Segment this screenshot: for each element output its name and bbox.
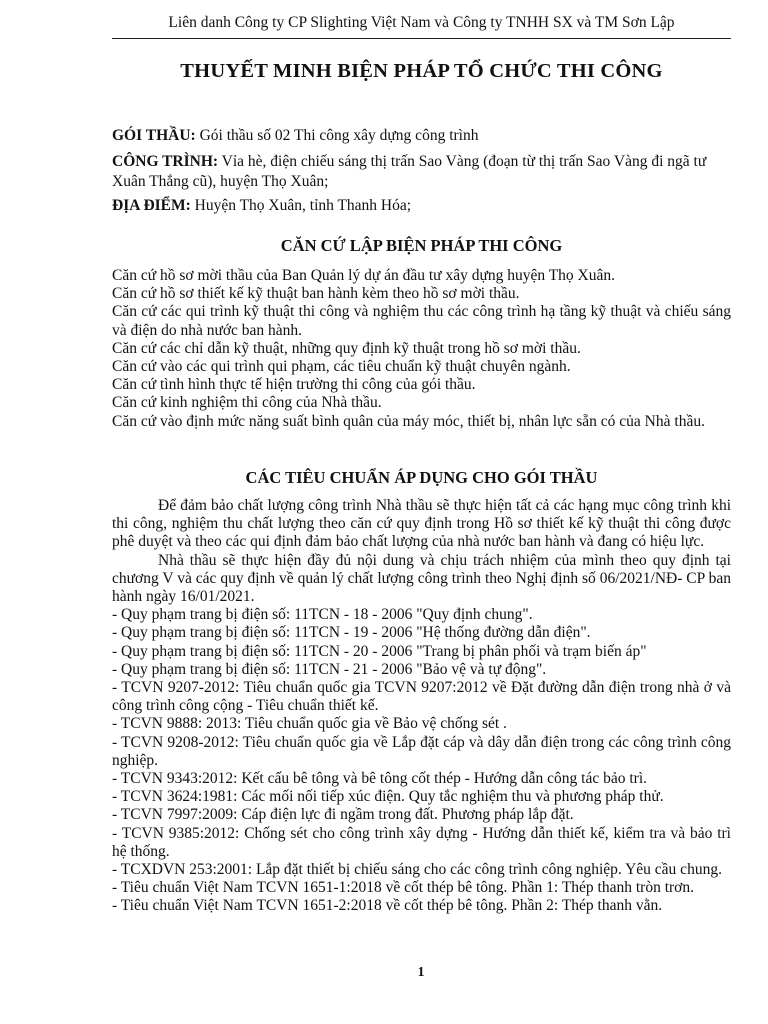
package-value: Gói thầu số 02 Thi công xây dựng công trình	[195, 127, 479, 144]
basis-item: Căn cứ các chỉ dẫn kỹ thuật, những quy định kỹ thuật trong hồ sơ mời thầu.	[112, 339, 581, 357]
section-title-basis: CĂN CỨ LẬP BIỆN PHÁP THI CÔNG	[280, 236, 563, 255]
project-line	[112, 152, 731, 192]
page-number: 1	[417, 965, 425, 980]
standard-item: - Quy phạm trang bị điện số: 11TCN - 19 - 2006 "Hệ thống đường dẫn điện".	[112, 624, 591, 642]
standard-item: - TCVN 9888: 2013: Tiêu chuẩn quốc gia về Bảo vệ chống sét .	[112, 715, 507, 733]
location-label: ĐỊA ĐIỂM:	[112, 197, 191, 214]
standards-intro-paragraph: Để đảm bảo chất lượng công trình Nhà thầu sẽ thực hiện tất cả các hạng mục công trình khi thi công, nghiệm thu chất lượng theo căn cứ quy định trong Hồ sơ thiết kế kỹ thuật thi công được phê duyệt và theo các qui định đảm bảo chất lượng của nhà nước ban hành và đang có hiệu lực.	[112, 497, 731, 551]
location-value: Huyện Thọ Xuân, tỉnh Thanh Hóa;	[190, 197, 412, 214]
basis-item: Căn cứ hồ sơ thiết kế kỹ thuật ban hành kèm theo hồ sơ mời thầu.	[112, 285, 520, 303]
standard-item: - TCVN 9208-2012: Tiêu chuẩn quốc gia về Lắp đặt cáp và dây dẫn điện trong các công trình công nghiệp.	[112, 733, 731, 769]
project-label: CÔNG TRÌNH:	[112, 153, 219, 170]
standard-item: - TCVN 7997:2009: Cáp điện lực đi ngầm trong đất. Phương pháp lắp đặt.	[112, 806, 574, 824]
package-label: GÓI THẦU:	[112, 127, 196, 144]
basis-item: Căn cứ vào định mức năng suất bình quân của máy móc, thiết bị, nhân lực sẵn có của Nhà thầu.	[112, 412, 705, 430]
standard-item: - TCVN 9207-2012: Tiêu chuẩn quốc gia TCVN 9207:2012 về Đặt đường dẫn điện trong nhà ở và công trình công cộng - Tiêu chuẩn thiết kế.	[112, 679, 731, 715]
standard-item: - Quy phạm trang bị điện số: 11TCN - 20 - 2006 "Trang bị phân phối và trạm biến áp"	[112, 642, 647, 660]
standard-item: - TCVN 9385:2012: Chống sét cho công trình xây dựng - Hướng dẫn thiết kế, kiểm tra và bảo trì hệ thống.	[112, 824, 731, 860]
standard-item: - Quy phạm trang bị điện số: 11TCN - 21 - 2006 "Bảo vệ và tự động".	[112, 660, 547, 678]
basis-item: Căn cứ kinh nghiệm thi công của Nhà thầu.	[112, 394, 382, 412]
section-title-standards: CÁC TIÊU CHUẨN ÁP DỤNG CHO GÓI THẦU	[245, 468, 598, 487]
document-title: THUYẾT MINH BIỆN PHÁP TỔ CHỨC THI CÔNG	[180, 60, 663, 82]
basis-item: Căn cứ vào các qui trình qui phạm, các tiêu chuẩn kỹ thuật chuyên ngành.	[112, 358, 571, 376]
basis-item: Căn cứ các qui trình kỹ thuật thi công và nghiệm thu các công trình hạ tầng kỹ thuật và chiếu sáng và điện do nhà nước ban hành.	[112, 303, 731, 339]
basis-item: Căn cứ tình hình thực tế hiện trường thi công của gói thầu.	[112, 376, 476, 394]
basis-list	[112, 267, 731, 431]
standard-item: - Tiêu chuẩn Việt Nam TCVN 1651-2:2018 về cốt thép bê tông. Phần 2: Thép thanh vằn.	[112, 897, 663, 915]
package-line	[112, 126, 731, 146]
standard-item: - Tiêu chuẩn Việt Nam TCVN 1651-1:2018 về cốt thép bê tông. Phần 1: Thép thanh tròn trơn.	[112, 879, 694, 897]
standards-block	[112, 497, 731, 916]
contractor-commitment-paragraph: Nhà thầu sẽ thực hiện đầy đủ nội dung và chịu trách nhiệm của mình theo quy định tại chương V và các quy định về quản lý chất lượng công trình theo Nghị định số 06/2021/NĐ- CP ban hành ngày 16/01/2021.	[112, 551, 731, 606]
basis-item: Căn cứ hồ sơ mời thầu của Ban Quản lý dự án đầu tư xây dựng huyện Thọ Xuân.	[112, 267, 615, 284]
standard-item: - Quy phạm trang bị điện số: 11TCN - 18 - 2006 "Quy định chung".	[112, 606, 533, 624]
standard-item: - TCVN 3624:1981: Các mối nối tiếp xúc điện. Quy tắc nghiệm thu và phương pháp thử.	[112, 788, 664, 806]
standard-item: - TCVN 9343:2012: Kết cấu bê tông và bê tông cốt thép - Hướng dẫn công tác bảo trì.	[112, 770, 648, 788]
page-header: Liên danh Công ty CP Slighting Việt Nam và Công ty TNHH SX và TM Sơn Lập	[112, 14, 731, 39]
standard-item: - TCXDVN 253:2001: Lắp đặt thiết bị chiếu sáng cho các công trình công nghiệp. Yêu cầu chung.	[112, 861, 722, 879]
project-value: Vỉa hè, điện chiếu sáng thị trấn Sao Vàng (đoạn từ thị trấn Sao Vàng đi ngã tư Xuân Thắng cũ), huyện Thọ Xuân;	[112, 153, 707, 190]
location-line	[112, 196, 731, 216]
